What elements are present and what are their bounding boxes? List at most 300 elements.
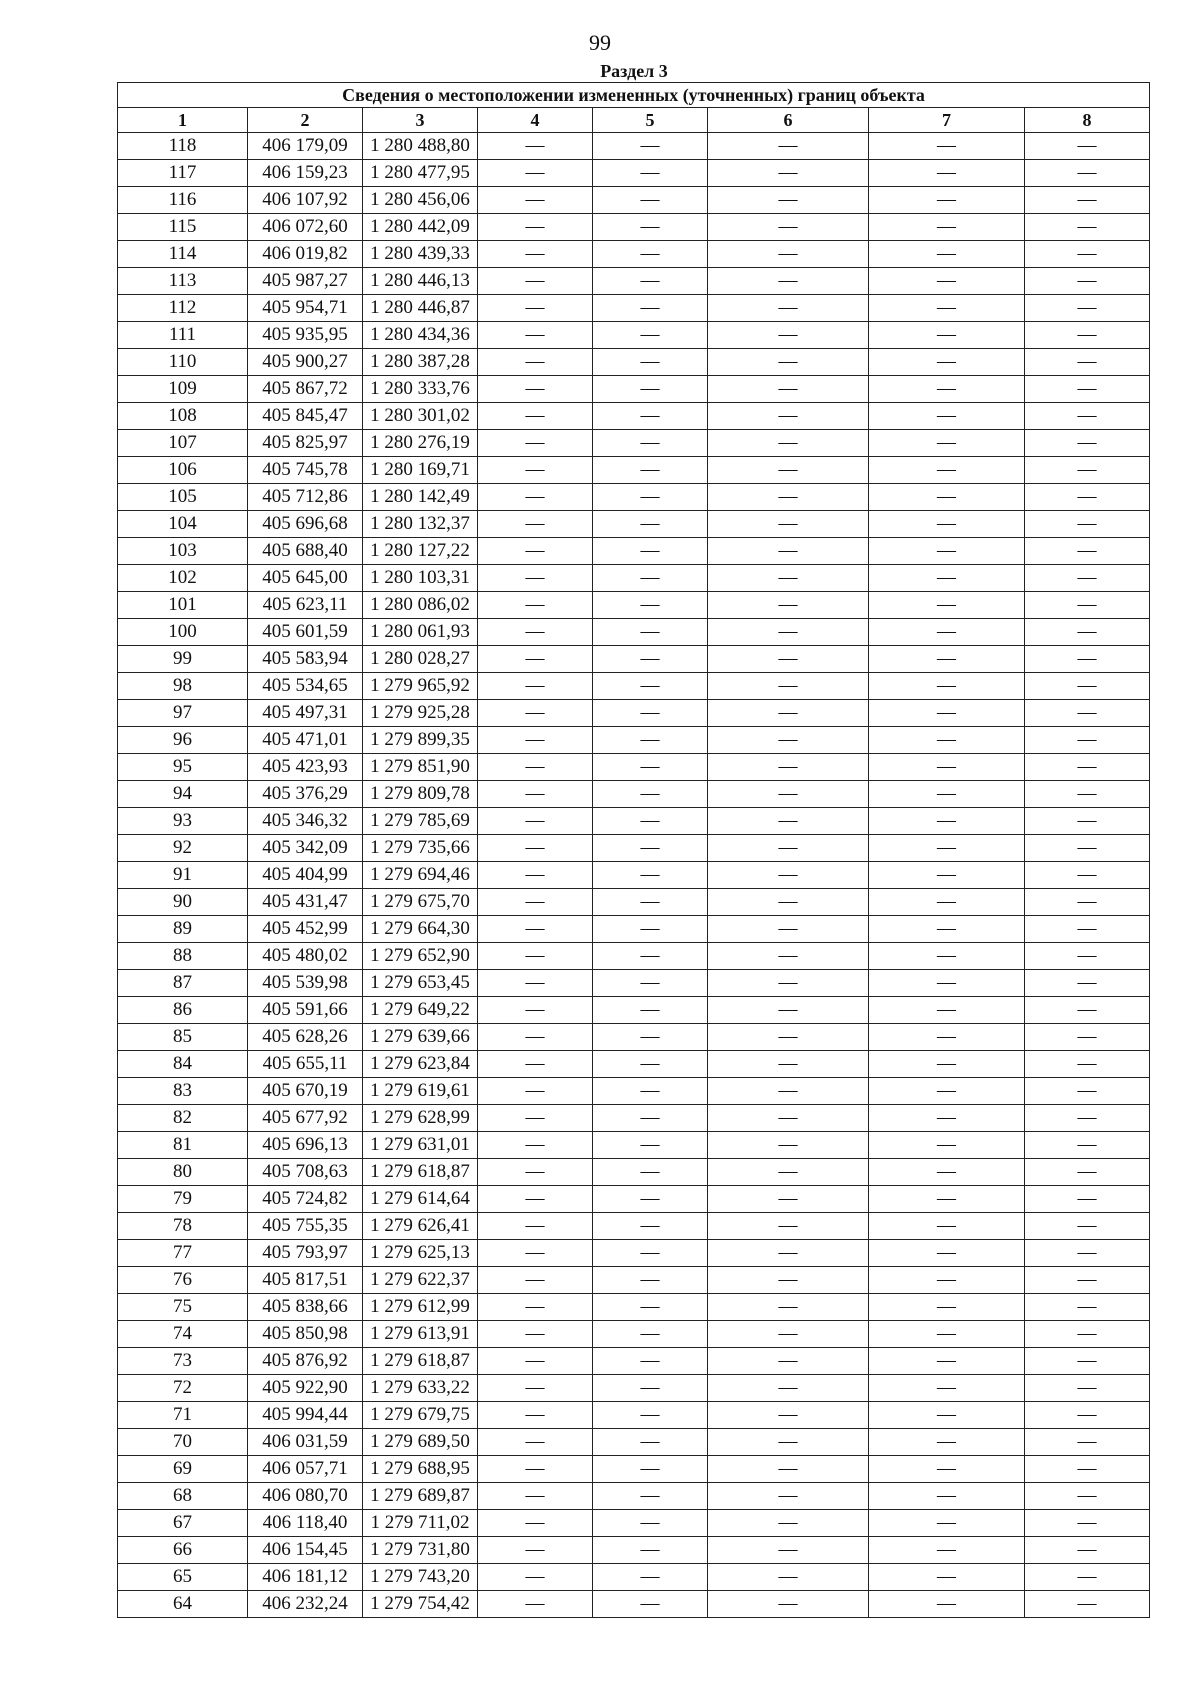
empty-cell: — (708, 1240, 869, 1267)
empty-cell: — (478, 160, 593, 187)
empty-cell: — (708, 970, 869, 997)
empty-cell: — (1025, 619, 1150, 646)
empty-cell: — (593, 268, 708, 295)
coord-y-cell: 1 279 628,99 (363, 1105, 478, 1132)
coord-x-cell: 405 987,27 (248, 268, 363, 295)
coord-y-cell: 1 280 028,27 (363, 646, 478, 673)
empty-cell: — (593, 1078, 708, 1105)
empty-cell: — (869, 1591, 1025, 1618)
empty-cell: — (593, 1024, 708, 1051)
empty-cell: — (1025, 781, 1150, 808)
empty-cell: — (478, 457, 593, 484)
table-row (118, 1186, 1150, 1213)
empty-cell: — (593, 376, 708, 403)
empty-cell: — (1025, 1051, 1150, 1078)
coord-y-cell: 1 279 633,22 (363, 1375, 478, 1402)
empty-cell: — (593, 241, 708, 268)
empty-cell: — (869, 376, 1025, 403)
empty-cell: — (1025, 1375, 1150, 1402)
coord-y-cell: 1 280 446,87 (363, 295, 478, 322)
empty-cell: — (869, 592, 1025, 619)
empty-cell: — (478, 430, 593, 457)
empty-cell: — (708, 673, 869, 700)
empty-cell: — (593, 160, 708, 187)
point-number-cell: 105 (118, 484, 248, 511)
point-number-cell: 71 (118, 1402, 248, 1429)
empty-cell: — (593, 808, 708, 835)
empty-cell: — (708, 1051, 869, 1078)
empty-cell: — (708, 889, 869, 916)
table-title-row (118, 83, 1150, 108)
table-row (118, 1483, 1150, 1510)
point-number-cell: 81 (118, 1132, 248, 1159)
coord-y-cell: 1 279 694,46 (363, 862, 478, 889)
coord-y-cell: 1 279 851,90 (363, 754, 478, 781)
point-number-cell: 87 (118, 970, 248, 997)
point-number-cell: 114 (118, 241, 248, 268)
column-header-row (118, 108, 1150, 133)
coord-y-cell: 1 279 899,35 (363, 727, 478, 754)
empty-cell: — (593, 1186, 708, 1213)
table-row (118, 1591, 1150, 1618)
empty-cell: — (869, 484, 1025, 511)
table-row (118, 1213, 1150, 1240)
coord-x-cell: 405 712,86 (248, 484, 363, 511)
table-row (118, 403, 1150, 430)
column-header: 2 (248, 108, 363, 133)
coord-y-cell: 1 279 652,90 (363, 943, 478, 970)
empty-cell: — (708, 1159, 869, 1186)
coord-x-cell: 405 670,19 (248, 1078, 363, 1105)
point-number-cell: 108 (118, 403, 248, 430)
empty-cell: — (478, 727, 593, 754)
coord-x-cell: 405 696,68 (248, 511, 363, 538)
empty-cell: — (593, 727, 708, 754)
empty-cell: — (708, 349, 869, 376)
point-number-cell: 66 (118, 1537, 248, 1564)
empty-cell: — (478, 511, 593, 538)
empty-cell: — (869, 835, 1025, 862)
coord-y-cell: 1 279 623,84 (363, 1051, 478, 1078)
table-row (118, 268, 1150, 295)
empty-cell: — (478, 1051, 593, 1078)
empty-cell: — (708, 187, 869, 214)
empty-cell: — (869, 754, 1025, 781)
empty-cell: — (593, 295, 708, 322)
table-row (118, 214, 1150, 241)
coord-y-cell: 1 280 301,02 (363, 403, 478, 430)
table-row (118, 916, 1150, 943)
empty-cell: — (869, 1510, 1025, 1537)
column-header: 7 (869, 108, 1025, 133)
empty-cell: — (708, 376, 869, 403)
coord-y-cell: 1 279 689,87 (363, 1483, 478, 1510)
empty-cell: — (478, 349, 593, 376)
table-row (118, 619, 1150, 646)
table-row (118, 970, 1150, 997)
empty-cell: — (708, 1456, 869, 1483)
point-number-cell: 95 (118, 754, 248, 781)
point-number-cell: 68 (118, 1483, 248, 1510)
empty-cell: — (1025, 1105, 1150, 1132)
coord-y-cell: 1 279 754,42 (363, 1591, 478, 1618)
point-number-cell: 88 (118, 943, 248, 970)
empty-cell: — (869, 700, 1025, 727)
empty-cell: — (593, 214, 708, 241)
empty-cell: — (1025, 349, 1150, 376)
empty-cell: — (478, 862, 593, 889)
table-row (118, 1132, 1150, 1159)
empty-cell: — (869, 1132, 1025, 1159)
point-number-cell: 111 (118, 322, 248, 349)
coord-x-cell: 406 232,24 (248, 1591, 363, 1618)
empty-cell: — (1025, 322, 1150, 349)
coord-x-cell: 405 452,99 (248, 916, 363, 943)
point-number-cell: 70 (118, 1429, 248, 1456)
coord-x-cell: 405 867,72 (248, 376, 363, 403)
empty-cell: — (593, 1321, 708, 1348)
coord-x-cell: 405 480,02 (248, 943, 363, 970)
point-number-cell: 84 (118, 1051, 248, 1078)
point-number-cell: 96 (118, 727, 248, 754)
empty-cell: — (593, 970, 708, 997)
empty-cell: — (708, 457, 869, 484)
empty-cell: — (1025, 1321, 1150, 1348)
empty-cell: — (869, 295, 1025, 322)
empty-cell: — (708, 1024, 869, 1051)
empty-cell: — (593, 1537, 708, 1564)
coord-x-cell: 405 876,92 (248, 1348, 363, 1375)
point-number-cell: 118 (118, 133, 248, 160)
table-row (118, 322, 1150, 349)
empty-cell: — (708, 646, 869, 673)
empty-cell: — (478, 214, 593, 241)
empty-cell: — (593, 700, 708, 727)
empty-cell: — (478, 943, 593, 970)
empty-cell: — (708, 754, 869, 781)
table-row (118, 754, 1150, 781)
coord-y-cell: 1 280 477,95 (363, 160, 478, 187)
coord-y-cell: 1 279 785,69 (363, 808, 478, 835)
empty-cell: — (1025, 376, 1150, 403)
point-number-cell: 117 (118, 160, 248, 187)
table-row (118, 187, 1150, 214)
coord-x-cell: 405 583,94 (248, 646, 363, 673)
empty-cell: — (478, 835, 593, 862)
point-number-cell: 94 (118, 781, 248, 808)
empty-cell: — (1025, 1402, 1150, 1429)
point-number-cell: 115 (118, 214, 248, 241)
table-row (118, 133, 1150, 160)
empty-cell: — (478, 1105, 593, 1132)
table-row (118, 457, 1150, 484)
empty-cell: — (1025, 673, 1150, 700)
point-number-cell: 98 (118, 673, 248, 700)
empty-cell: — (869, 349, 1025, 376)
table-row (118, 1510, 1150, 1537)
coord-x-cell: 405 655,11 (248, 1051, 363, 1078)
empty-cell: — (593, 322, 708, 349)
empty-cell: — (869, 1051, 1025, 1078)
coord-x-cell: 405 845,47 (248, 403, 363, 430)
empty-cell: — (593, 673, 708, 700)
coord-x-cell: 405 376,29 (248, 781, 363, 808)
table-row (118, 889, 1150, 916)
coord-y-cell: 1 279 614,64 (363, 1186, 478, 1213)
table-row (118, 997, 1150, 1024)
coord-x-cell: 406 118,40 (248, 1510, 363, 1537)
empty-cell: — (869, 646, 1025, 673)
empty-cell: — (478, 403, 593, 430)
coord-x-cell: 405 745,78 (248, 457, 363, 484)
coord-y-cell: 1 280 439,33 (363, 241, 478, 268)
empty-cell: — (1025, 430, 1150, 457)
empty-cell: — (869, 1024, 1025, 1051)
empty-cell: — (1025, 187, 1150, 214)
empty-cell: — (1025, 1591, 1150, 1618)
empty-cell: — (1025, 889, 1150, 916)
empty-cell: — (1025, 268, 1150, 295)
empty-cell: — (869, 1213, 1025, 1240)
table-row (118, 1321, 1150, 1348)
table-row (118, 1456, 1150, 1483)
empty-cell: — (708, 1294, 869, 1321)
coord-x-cell: 405 850,98 (248, 1321, 363, 1348)
empty-cell: — (708, 1402, 869, 1429)
coord-x-cell: 406 031,59 (248, 1429, 363, 1456)
coord-y-cell: 1 280 456,06 (363, 187, 478, 214)
empty-cell: — (869, 889, 1025, 916)
empty-cell: — (1025, 1267, 1150, 1294)
empty-cell: — (593, 349, 708, 376)
table-row (118, 376, 1150, 403)
coord-y-cell: 1 279 626,41 (363, 1213, 478, 1240)
empty-cell: — (869, 214, 1025, 241)
coord-y-cell: 1 279 679,75 (363, 1402, 478, 1429)
empty-cell: — (708, 214, 869, 241)
empty-cell: — (1025, 835, 1150, 862)
empty-cell: — (478, 187, 593, 214)
empty-cell: — (478, 673, 593, 700)
point-number-cell: 100 (118, 619, 248, 646)
empty-cell: — (478, 646, 593, 673)
empty-cell: — (869, 1375, 1025, 1402)
coord-x-cell: 406 154,45 (248, 1537, 363, 1564)
empty-cell: — (593, 1240, 708, 1267)
empty-cell: — (593, 997, 708, 1024)
coord-y-cell: 1 279 631,01 (363, 1132, 478, 1159)
table-body (118, 133, 1150, 1618)
coord-y-cell: 1 279 612,99 (363, 1294, 478, 1321)
empty-cell: — (708, 862, 869, 889)
empty-cell: — (478, 565, 593, 592)
point-number-cell: 64 (118, 1591, 248, 1618)
table-row (118, 565, 1150, 592)
empty-cell: — (708, 619, 869, 646)
empty-cell: — (478, 1429, 593, 1456)
point-number-cell: 92 (118, 835, 248, 862)
empty-cell: — (478, 754, 593, 781)
empty-cell: — (593, 1294, 708, 1321)
empty-cell: — (1025, 295, 1150, 322)
table-row (118, 673, 1150, 700)
empty-cell: — (708, 295, 869, 322)
empty-cell: — (869, 1186, 1025, 1213)
table-row (118, 1051, 1150, 1078)
empty-cell: — (593, 484, 708, 511)
empty-cell: — (593, 592, 708, 619)
coord-y-cell: 1 279 618,87 (363, 1159, 478, 1186)
empty-cell: — (869, 808, 1025, 835)
section-label: Раздел 3 (600, 61, 668, 81)
point-number-cell: 97 (118, 700, 248, 727)
empty-cell: — (478, 1591, 593, 1618)
empty-cell: — (1025, 1294, 1150, 1321)
empty-cell: — (593, 1051, 708, 1078)
table-row (118, 808, 1150, 835)
point-number-cell: 67 (118, 1510, 248, 1537)
empty-cell: — (593, 1159, 708, 1186)
empty-cell: — (708, 1537, 869, 1564)
coord-x-cell: 405 591,66 (248, 997, 363, 1024)
empty-cell: — (593, 1564, 708, 1591)
empty-cell: — (593, 565, 708, 592)
empty-cell: — (708, 1564, 869, 1591)
coord-y-cell: 1 280 442,09 (363, 214, 478, 241)
point-number-cell: 85 (118, 1024, 248, 1051)
coord-x-cell: 406 181,12 (248, 1564, 363, 1591)
coord-x-cell: 406 072,60 (248, 214, 363, 241)
table-row (118, 1564, 1150, 1591)
empty-cell: — (593, 1375, 708, 1402)
point-number-cell: 75 (118, 1294, 248, 1321)
empty-cell: — (708, 133, 869, 160)
empty-cell: — (478, 241, 593, 268)
coordinates-table (117, 82, 1150, 1618)
empty-cell: — (1025, 862, 1150, 889)
empty-cell: — (869, 430, 1025, 457)
coord-y-cell: 1 279 925,28 (363, 700, 478, 727)
empty-cell: — (593, 1213, 708, 1240)
empty-cell: — (869, 1267, 1025, 1294)
empty-cell: — (869, 538, 1025, 565)
point-number-cell: 93 (118, 808, 248, 835)
empty-cell: — (1025, 160, 1150, 187)
coord-x-cell: 405 423,93 (248, 754, 363, 781)
empty-cell: — (869, 727, 1025, 754)
table-row (118, 835, 1150, 862)
empty-cell: — (1025, 511, 1150, 538)
point-number-cell: 106 (118, 457, 248, 484)
coord-y-cell: 1 279 809,78 (363, 781, 478, 808)
empty-cell: — (478, 322, 593, 349)
coord-x-cell: 405 825,97 (248, 430, 363, 457)
empty-cell: — (869, 133, 1025, 160)
empty-cell: — (708, 241, 869, 268)
coord-y-cell: 1 279 653,45 (363, 970, 478, 997)
empty-cell: — (1025, 1213, 1150, 1240)
table-row (118, 1429, 1150, 1456)
empty-cell: — (478, 133, 593, 160)
empty-cell: — (1025, 1078, 1150, 1105)
table-row (118, 1348, 1150, 1375)
coord-x-cell: 405 645,00 (248, 565, 363, 592)
empty-cell: — (708, 727, 869, 754)
empty-cell: — (1025, 457, 1150, 484)
point-number-cell: 78 (118, 1213, 248, 1240)
empty-cell: — (708, 403, 869, 430)
empty-cell: — (593, 457, 708, 484)
coord-y-cell: 1 279 735,66 (363, 835, 478, 862)
empty-cell: — (1025, 1456, 1150, 1483)
empty-cell: — (708, 1375, 869, 1402)
column-header: 4 (478, 108, 593, 133)
coord-x-cell: 405 342,09 (248, 835, 363, 862)
empty-cell: — (1025, 538, 1150, 565)
empty-cell: — (708, 592, 869, 619)
point-number-cell: 109 (118, 376, 248, 403)
empty-cell: — (708, 808, 869, 835)
coord-x-cell: 405 471,01 (248, 727, 363, 754)
point-number-cell: 107 (118, 430, 248, 457)
table-row (118, 484, 1150, 511)
empty-cell: — (708, 160, 869, 187)
table-row (118, 160, 1150, 187)
coord-x-cell: 405 346,32 (248, 808, 363, 835)
empty-cell: — (1025, 403, 1150, 430)
empty-cell: — (869, 511, 1025, 538)
point-number-cell: 73 (118, 1348, 248, 1375)
empty-cell: — (478, 1321, 593, 1348)
empty-cell: — (478, 700, 593, 727)
coord-x-cell: 405 497,31 (248, 700, 363, 727)
empty-cell: — (1025, 1564, 1150, 1591)
empty-cell: — (478, 997, 593, 1024)
coord-y-cell: 1 279 731,80 (363, 1537, 478, 1564)
empty-cell: — (708, 700, 869, 727)
empty-cell: — (708, 538, 869, 565)
empty-cell: — (869, 862, 1025, 889)
table-row (118, 1267, 1150, 1294)
point-number-cell: 89 (118, 916, 248, 943)
empty-cell: — (708, 1429, 869, 1456)
empty-cell: — (708, 1186, 869, 1213)
point-number-cell: 79 (118, 1186, 248, 1213)
empty-cell: — (708, 997, 869, 1024)
empty-cell: — (1025, 727, 1150, 754)
empty-cell: — (478, 1510, 593, 1537)
coord-x-cell: 405 954,71 (248, 295, 363, 322)
empty-cell: — (593, 646, 708, 673)
empty-cell: — (478, 916, 593, 943)
coord-y-cell: 1 280 142,49 (363, 484, 478, 511)
point-number-cell: 80 (118, 1159, 248, 1186)
empty-cell: — (869, 457, 1025, 484)
coord-x-cell: 406 159,23 (248, 160, 363, 187)
empty-cell: — (1025, 133, 1150, 160)
empty-cell: — (869, 1078, 1025, 1105)
table-row (118, 295, 1150, 322)
coord-y-cell: 1 279 675,70 (363, 889, 478, 916)
column-header: 1 (118, 108, 248, 133)
coord-x-cell: 405 623,11 (248, 592, 363, 619)
point-number-cell: 103 (118, 538, 248, 565)
point-number-cell: 101 (118, 592, 248, 619)
empty-cell: — (593, 1456, 708, 1483)
coord-x-cell: 405 677,92 (248, 1105, 363, 1132)
empty-cell: — (478, 1159, 593, 1186)
coord-x-cell: 405 601,59 (248, 619, 363, 646)
